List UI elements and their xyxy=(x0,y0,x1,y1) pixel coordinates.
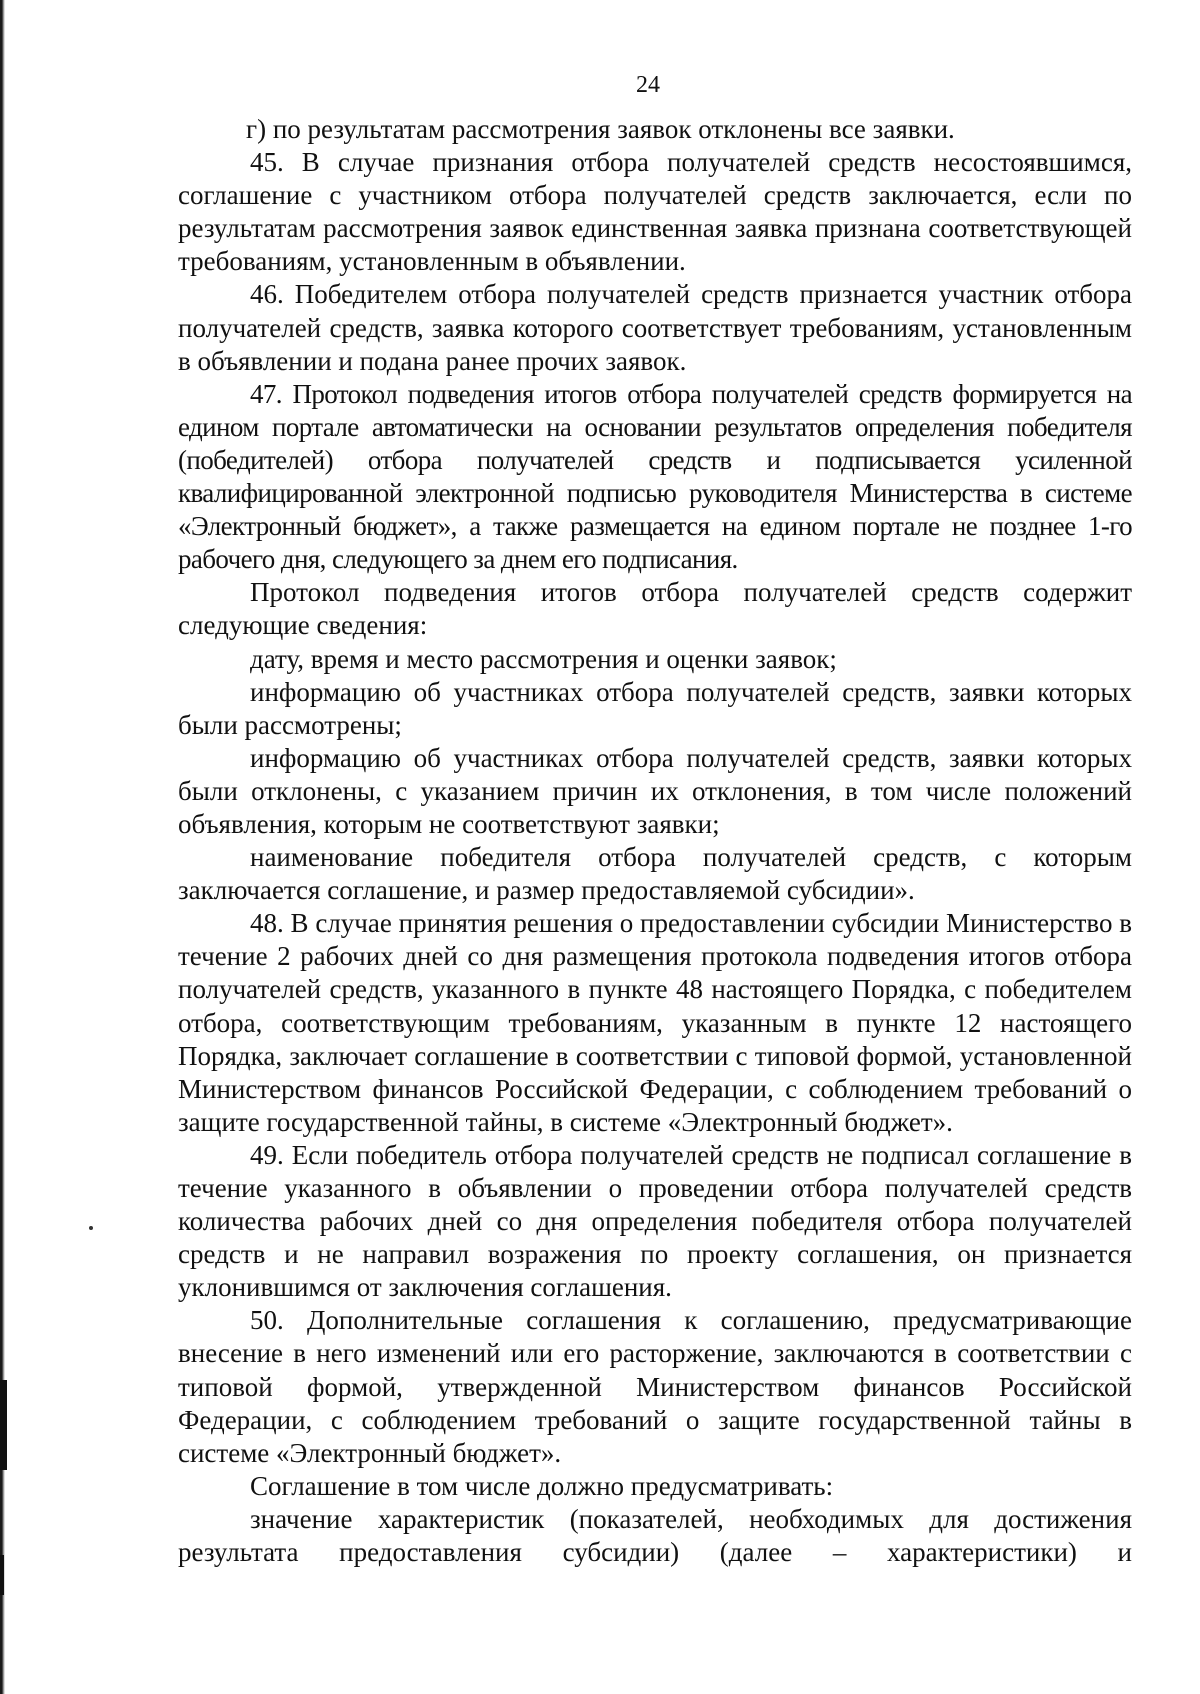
list-item-rejected: информацию об участниках отбора получателей средств, заявки которых были отклонены, с указанием причин их отклонения, в том числе положений объявления, которым не соответствуют заявки; xyxy=(178,742,1132,839)
paragraph-protocol-contents: Протокол подведения итогов отбора получателей средств содержит следующие сведения: xyxy=(178,577,1132,641)
scan-dot xyxy=(89,1226,93,1230)
paragraph-characteristics: значение характеристик (показателей, необходимых для достижения результата предоставления субсидии) (далее – характеристики) и xyxy=(178,1503,1132,1568)
paragraph-45: 45. В случае признания отбора получателей средств несостоявшимся, соглашение с участником отбора получателей средств заключается, если по результатам рассмотрения заявок единственная заявка признана соответствующей требованиям, установленным в объявлении. xyxy=(178,147,1132,277)
list-item-date: дату, время и место рассмотрения и оценки заявок; xyxy=(250,643,837,674)
list-item-winner: наименование победителя отбора получателей средств, с которым заключается соглашение, и размер предоставляемой субсидии». xyxy=(178,842,1132,906)
paragraph-49: 49. Если победитель отбора получателей средств не подписал соглашение в течение указанного в объявлении о проведении отбора получателей средств количества рабочих дней со дня определения победителя отбора получателей средств и не направил возражения по проекту соглашения, он признается уклонившимся от заключения соглашения. xyxy=(178,1139,1132,1303)
scan-edge-mark xyxy=(0,1555,4,1595)
page-number: 24 xyxy=(636,72,660,98)
paragraph-48: 48. В случае принятия решения о предоставлении субсидии Министерство в течение 2 рабочих дней со дня размещения протокола подведения итогов отбора получателей средств, указанного в пункте 48 настоящего Порядка, с победителем отбора, соответствующим требованиям, указанным в пункте 12 настоящего Порядка, заключает соглашение в соответствии с типовой формой, установленной Министерством финансов Российской Федерации, с соблюдением требований о защите государственной тайны, в системе «Электронный бюджет». xyxy=(178,908,1132,1137)
document-body xyxy=(178,113,1132,1569)
paragraph-47: 47. Протокол подведения итогов отбора получателей средств формируется на едином портале автоматически на основании результатов определения победителя (победителей) отбора получателей средств и подписывается усиленной квалифицированной электронной подписью руководителя Министерства в системе «Электронный бюджет», а также размещается на едином портале не позднее 1-го рабочего дня, следующего за днем его подписания. xyxy=(178,378,1132,575)
paragraph-50: 50. Дополнительные соглашения к соглашению, предусматривающие внесение в него изменений или его расторжение, заключаются в соответствии с типовой формой, утвержденной Министерством финансов Российской Федерации, с соблюдением требований о защите государственной тайны в системе «Электронный бюджет». xyxy=(178,1305,1132,1468)
list-item-reviewed: информацию об участниках отбора получателей средств, заявки которых были рассмотрены; xyxy=(178,676,1132,740)
scan-edge-mark xyxy=(0,1380,7,1470)
paragraph-46: 46. Победителем отбора получателей средств признается участник отбора получателей средств, заявка которого соответствует требованиям, установленным в объявлении и подана ранее прочих заявок. xyxy=(178,279,1132,376)
paragraph-item-g: г) по результатам рассмотрения заявок отклонены все заявки. xyxy=(246,114,955,144)
paragraph-agreement-provisions: Соглашение в том числе должно предусматривать: xyxy=(250,1470,834,1501)
